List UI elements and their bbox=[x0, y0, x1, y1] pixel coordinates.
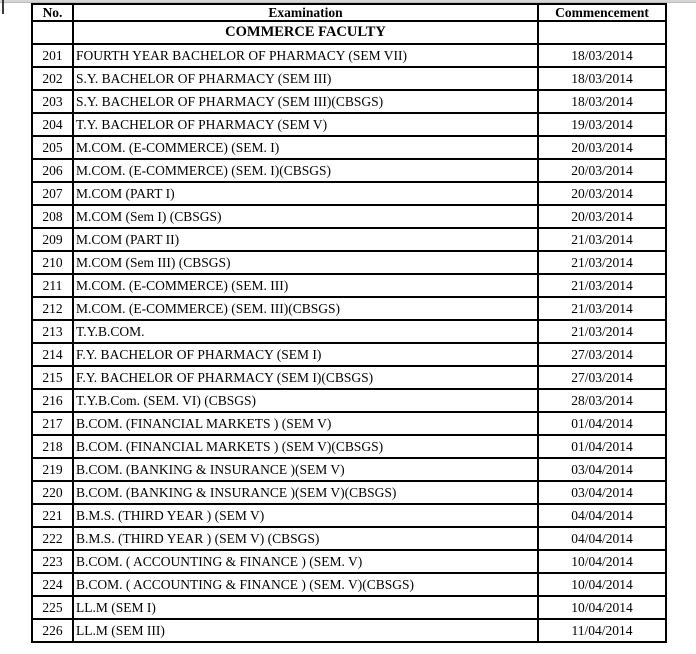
table-row bbox=[32, 550, 666, 573]
cell-examination: B.COM. (FINANCIAL MARKETS ) (SEM V) bbox=[73, 412, 538, 435]
cell-examination: S.Y. BACHELOR OF PHARMACY (SEM III)(CBSGS) bbox=[73, 90, 538, 113]
table-row bbox=[32, 251, 666, 274]
table-row bbox=[32, 90, 666, 113]
cell-commencement: 18/03/2014 bbox=[538, 44, 666, 67]
cell-no: 214 bbox=[32, 343, 73, 366]
cell-no: 219 bbox=[32, 458, 73, 481]
cell-examination: B.COM. ( ACCOUNTING & FINANCE ) (SEM. V) bbox=[73, 550, 538, 573]
table-row bbox=[32, 481, 666, 504]
cell-examination: B.M.S. (THIRD YEAR ) (SEM V) (CBSGS) bbox=[73, 527, 538, 550]
cell-no: 206 bbox=[32, 159, 73, 182]
cell-commencement: 20/03/2014 bbox=[538, 205, 666, 228]
cell-no: 226 bbox=[32, 619, 73, 642]
cell-commencement: 28/03/2014 bbox=[538, 389, 666, 412]
table-row bbox=[32, 343, 666, 366]
cell-examination: B.COM. ( ACCOUNTING & FINANCE ) (SEM. V)(CBSGS) bbox=[73, 573, 538, 596]
cell-no: 207 bbox=[32, 182, 73, 205]
table-row bbox=[32, 113, 666, 136]
column-header-commencement: Commencement bbox=[538, 4, 666, 21]
cell-no: 210 bbox=[32, 251, 73, 274]
cell-no: 203 bbox=[32, 90, 73, 113]
cell-no: 216 bbox=[32, 389, 73, 412]
cell-examination: B.M.S. (THIRD YEAR ) (SEM V) bbox=[73, 504, 538, 527]
cell-commencement: 27/03/2014 bbox=[538, 343, 666, 366]
cell-no: 204 bbox=[32, 113, 73, 136]
cell-commencement: 27/03/2014 bbox=[538, 366, 666, 389]
table-row bbox=[32, 619, 666, 642]
cell-commencement: 01/04/2014 bbox=[538, 412, 666, 435]
cell-examination: M.COM (Sem I) (CBSGS) bbox=[73, 205, 538, 228]
cell-examination: FOURTH YEAR BACHELOR OF PHARMACY (SEM VII) bbox=[73, 44, 538, 67]
cell-commencement: 21/03/2014 bbox=[538, 251, 666, 274]
cell-commencement: 20/03/2014 bbox=[538, 136, 666, 159]
cell-commencement: 19/03/2014 bbox=[538, 113, 666, 136]
cell-commencement: 10/04/2014 bbox=[538, 550, 666, 573]
cell-examination: T.Y.B.COM. bbox=[73, 320, 538, 343]
cell-no: 218 bbox=[32, 435, 73, 458]
cell-examination: B.COM. (BANKING & INSURANCE )(SEM V) bbox=[73, 458, 538, 481]
cell-no: 202 bbox=[32, 67, 73, 90]
table-row bbox=[32, 389, 666, 412]
cell-examination: M.COM. (E-COMMERCE) (SEM. I) bbox=[73, 136, 538, 159]
cell-examination: M.COM. (E-COMMERCE) (SEM. I)(CBSGS) bbox=[73, 159, 538, 182]
cell-examination: LL.M (SEM I) bbox=[73, 596, 538, 619]
cell-examination: M.COM. (E-COMMERCE) (SEM. III)(CBSGS) bbox=[73, 297, 538, 320]
cell-commencement: 10/04/2014 bbox=[538, 573, 666, 596]
table-row bbox=[32, 228, 666, 251]
cell-no: 212 bbox=[32, 297, 73, 320]
table-row bbox=[32, 435, 666, 458]
table-row bbox=[32, 573, 666, 596]
cell-examination: F.Y. BACHELOR OF PHARMACY (SEM I) bbox=[73, 343, 538, 366]
cell-commencement: 03/04/2014 bbox=[538, 458, 666, 481]
cell-commencement: 03/04/2014 bbox=[538, 481, 666, 504]
cell-commencement: 21/03/2014 bbox=[538, 274, 666, 297]
exam-table-body bbox=[32, 44, 666, 642]
exam-timetable bbox=[31, 3, 667, 643]
cell-commencement: 01/04/2014 bbox=[538, 435, 666, 458]
table-row bbox=[32, 527, 666, 550]
cell-no: 215 bbox=[32, 366, 73, 389]
cell-no: 221 bbox=[32, 504, 73, 527]
cell-examination: M.COM (PART II) bbox=[73, 228, 538, 251]
table-row bbox=[32, 596, 666, 619]
cell-no: 217 bbox=[32, 412, 73, 435]
cell-examination: M.COM (Sem III) (CBSGS) bbox=[73, 251, 538, 274]
cell-no: 222 bbox=[32, 527, 73, 550]
cell-examination: B.COM. (BANKING & INSURANCE )(SEM V)(CBSGS) bbox=[73, 481, 538, 504]
cell-commencement: 20/03/2014 bbox=[538, 182, 666, 205]
table-row bbox=[32, 274, 666, 297]
cell-no: 211 bbox=[32, 274, 73, 297]
header-row bbox=[32, 4, 666, 21]
section-cell-empty-right bbox=[538, 21, 666, 44]
cell-examination: B.COM. (FINANCIAL MARKETS ) (SEM V)(CBSGS) bbox=[73, 435, 538, 458]
cell-examination: T.Y.B.Com. (SEM. VI) (CBSGS) bbox=[73, 389, 538, 412]
table-row bbox=[32, 320, 666, 343]
table-row bbox=[32, 412, 666, 435]
cell-commencement: 10/04/2014 bbox=[538, 596, 666, 619]
table-row bbox=[32, 182, 666, 205]
section-row bbox=[32, 21, 666, 44]
cell-commencement: 18/03/2014 bbox=[538, 90, 666, 113]
table-row bbox=[32, 159, 666, 182]
cell-examination: F.Y. BACHELOR OF PHARMACY (SEM I)(CBSGS) bbox=[73, 366, 538, 389]
table-row bbox=[32, 205, 666, 228]
section-title: COMMERCE FACULTY bbox=[73, 21, 538, 44]
cell-no: 208 bbox=[32, 205, 73, 228]
cell-commencement: 11/04/2014 bbox=[538, 619, 666, 642]
cell-commencement: 21/03/2014 bbox=[538, 320, 666, 343]
cell-examination: LL.M (SEM III) bbox=[73, 619, 538, 642]
cell-no: 209 bbox=[32, 228, 73, 251]
cell-examination: M.COM. (E-COMMERCE) (SEM. III) bbox=[73, 274, 538, 297]
column-header-examination: Examination bbox=[73, 4, 538, 21]
cell-commencement: 21/03/2014 bbox=[538, 297, 666, 320]
table-row bbox=[32, 504, 666, 527]
cell-no: 213 bbox=[32, 320, 73, 343]
cell-no: 205 bbox=[32, 136, 73, 159]
cell-commencement: 20/03/2014 bbox=[538, 159, 666, 182]
cell-no: 225 bbox=[32, 596, 73, 619]
section-cell-empty-left bbox=[32, 21, 73, 44]
table-row bbox=[32, 297, 666, 320]
cell-no: 201 bbox=[32, 44, 73, 67]
cell-examination: S.Y. BACHELOR OF PHARMACY (SEM III) bbox=[73, 67, 538, 90]
cell-examination: M.COM (PART I) bbox=[73, 182, 538, 205]
page-edge-remnant bbox=[2, 0, 4, 14]
table-row bbox=[32, 366, 666, 389]
cell-no: 224 bbox=[32, 573, 73, 596]
cell-commencement: 04/04/2014 bbox=[538, 527, 666, 550]
table-row bbox=[32, 67, 666, 90]
table-row bbox=[32, 44, 666, 67]
cell-commencement: 18/03/2014 bbox=[538, 67, 666, 90]
cell-no: 220 bbox=[32, 481, 73, 504]
column-header-no: No. bbox=[32, 4, 73, 21]
cell-commencement: 21/03/2014 bbox=[538, 228, 666, 251]
cell-examination: T.Y. BACHELOR OF PHARMACY (SEM V) bbox=[73, 113, 538, 136]
table-row bbox=[32, 458, 666, 481]
cell-no: 223 bbox=[32, 550, 73, 573]
table-row bbox=[32, 136, 666, 159]
cell-commencement: 04/04/2014 bbox=[538, 504, 666, 527]
